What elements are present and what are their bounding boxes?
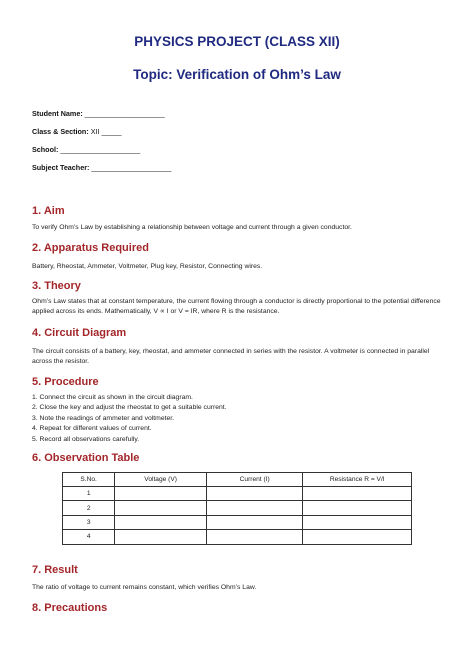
theory-text: Ohm’s Law states that at constant temperature, the current flowing through a conductor is directly proportional to the potential difference applied across its ends. Mathematically, V ∝ I or V = IR, where R is the resistance. bbox=[32, 298, 441, 315]
procedure-step: 4. Repeat for different values of current. bbox=[32, 425, 152, 433]
result-heading: 7. Result bbox=[32, 564, 78, 576]
school-blank: ____________________ bbox=[60, 145, 141, 154]
table-cell bbox=[206, 530, 303, 544]
observation-heading: 6. Observation Table bbox=[32, 452, 140, 464]
result-text: The ratio of voltage to current remains constant, which verifies Ohm’s Law. bbox=[32, 584, 257, 591]
teacher-blank: ____________________ bbox=[91, 163, 172, 172]
table-cell: 3 bbox=[63, 515, 115, 529]
precautions-heading: 8. Precautions bbox=[32, 602, 108, 614]
table-row bbox=[63, 530, 412, 544]
apparatus-text: Battery, Rheostat, Ammeter, Voltmeter, Plug key, Resistor, Connecting wires. bbox=[32, 263, 263, 270]
observation-table bbox=[62, 472, 412, 545]
column-header: S.No. bbox=[63, 473, 115, 487]
table-cell bbox=[115, 501, 207, 515]
teacher-field bbox=[32, 163, 171, 172]
school-field bbox=[32, 145, 140, 154]
theory-heading: 3. Theory bbox=[32, 280, 81, 292]
column-header: Voltage (V) bbox=[115, 473, 207, 487]
table-cell bbox=[115, 487, 207, 501]
procedure-step: 3. Note the readings of ammeter and voltmeter. bbox=[32, 414, 175, 422]
circuit-heading: 4. Circuit Diagram bbox=[32, 327, 127, 339]
table-cell bbox=[303, 487, 412, 501]
class-section-field bbox=[32, 127, 122, 136]
table-header-row bbox=[63, 473, 412, 487]
aim-heading: 1. Aim bbox=[32, 205, 65, 217]
topic-title: Topic: Verification of Ohm’s Law bbox=[133, 67, 341, 82]
procedure-heading: 5. Procedure bbox=[32, 376, 99, 388]
teacher-label: Subject Teacher: bbox=[32, 163, 90, 172]
page-title: PHYSICS PROJECT (CLASS XII) bbox=[134, 34, 340, 49]
class-section-value: XII _____ bbox=[90, 127, 122, 136]
table-cell: 1 bbox=[63, 487, 115, 501]
student-name-label: Student Name: bbox=[32, 109, 83, 118]
procedure-step: 2. Close the key and adjust the rheostat to get a suitable current. bbox=[32, 404, 227, 412]
aim-text: To verify Ohm’s Law by establishing a relationship between voltage and current through a given conductor. bbox=[32, 224, 352, 231]
table-cell bbox=[115, 515, 207, 529]
procedure-step: 5. Record all observations carefully. bbox=[32, 435, 140, 443]
table-cell bbox=[303, 501, 412, 515]
table-row bbox=[63, 487, 412, 501]
table-cell: 4 bbox=[63, 530, 115, 544]
school-label: School: bbox=[32, 145, 59, 154]
table-cell bbox=[303, 530, 412, 544]
apparatus-heading: 2. Apparatus Required bbox=[32, 242, 149, 254]
circuit-text: The circuit consists of a battery, key, rheostat, and ammeter connected in series with the resistor. A voltmeter is connected in parallel across the resistor. bbox=[32, 348, 430, 365]
procedure-steps bbox=[32, 393, 432, 445]
table-cell bbox=[115, 530, 207, 544]
student-name-field bbox=[32, 109, 165, 118]
procedure-step: 1. Connect the circuit as shown in the circuit diagram. bbox=[32, 394, 193, 401]
table-cell: 2 bbox=[63, 501, 115, 515]
class-section-label: Class & Section: bbox=[32, 127, 89, 136]
table-cell bbox=[206, 501, 303, 515]
table-row bbox=[63, 501, 412, 515]
table-cell bbox=[206, 487, 303, 501]
table-row bbox=[63, 515, 412, 529]
table-cell bbox=[206, 515, 303, 529]
student-name-blank: ____________________ bbox=[84, 109, 165, 118]
column-header: Resistance R = V/I bbox=[303, 473, 412, 487]
column-header: Current (I) bbox=[206, 473, 303, 487]
table-cell bbox=[303, 515, 412, 529]
